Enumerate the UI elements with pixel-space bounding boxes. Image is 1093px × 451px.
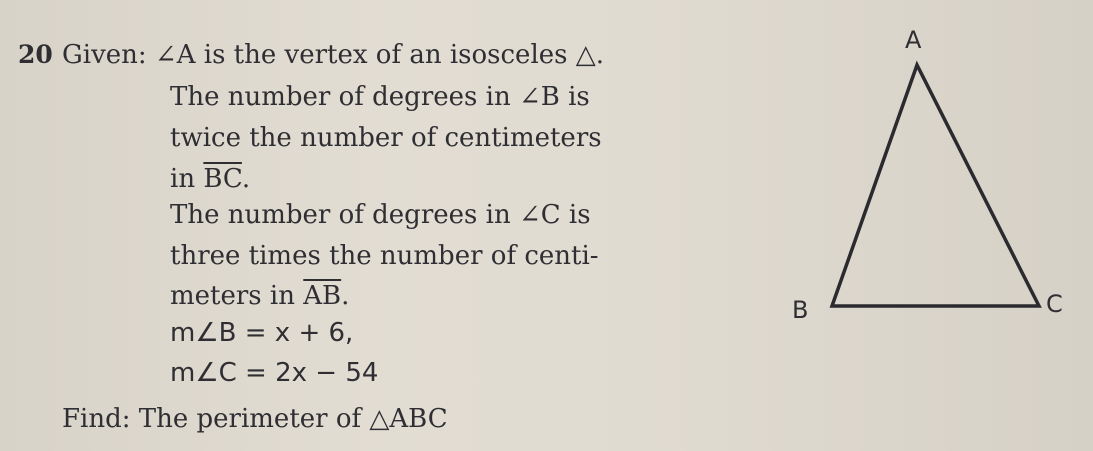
condition-line-6 <box>170 281 349 311</box>
line6-prefix: meters in <box>170 281 304 311</box>
find-statement: Find: The perimeter of △ABC <box>62 404 448 434</box>
condition-line-3 <box>170 164 250 194</box>
vertex-b-label: B <box>792 296 809 324</box>
line6-period: . <box>341 281 350 311</box>
vertex-a-label: A <box>905 26 922 54</box>
vertex-c-label: C <box>1046 290 1063 318</box>
line3-prefix: in <box>170 164 204 194</box>
isosceles-triangle-diagram <box>780 20 1080 330</box>
condition-line-4: The number of degrees in ∠C is <box>170 200 591 230</box>
line3-period: . <box>241 164 251 194</box>
equation-angle-b: m∠B = x + 6, <box>170 318 354 348</box>
condition-line-2: twice the number of centimeters <box>170 123 602 153</box>
problem-number: 20 <box>18 40 53 69</box>
condition-line-1: The number of degrees in ∠B is <box>170 82 590 112</box>
triangle-abc <box>832 65 1039 306</box>
segment-bc: $\overline{BC}$ <box>203 164 242 194</box>
segment-ab: $\overline{AB}$ <box>303 281 342 311</box>
condition-line-5: three times the number of centi- <box>170 241 599 271</box>
equation-angle-c: m∠C = 2x − 54 <box>170 358 379 388</box>
given-statement: Given: ∠A is the vertex of an isosceles △. <box>62 40 605 70</box>
